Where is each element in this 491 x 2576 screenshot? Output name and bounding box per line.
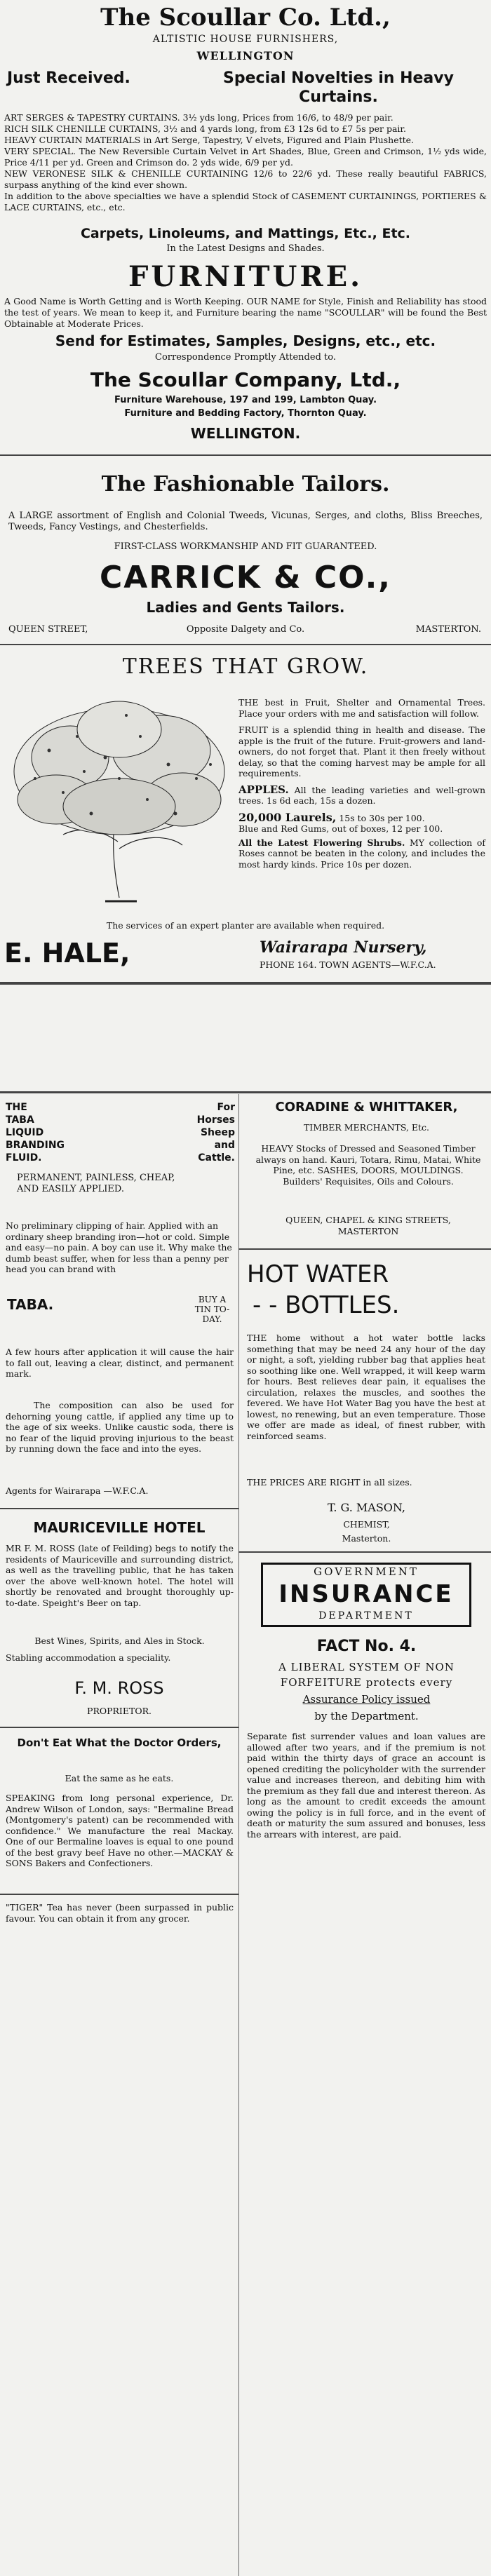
very-special: VERY SPECIAL. The New Reversible Curtain Velvet in Art Shades, Blue, Green and Crimson, 1½ yds wide, Price 4/11 per yd. Green and Crimson do. 2 yds wide, 6/9 per yd. <box>4 146 487 168</box>
hotwater-prices: THE PRICES ARE RIGHT in all sizes. <box>247 1477 412 1488</box>
tailors-body: A LARGE assortment of English and Colonial Tweeds, Vicunas, Serges, and cloths, Bliss Breeches, Tweeds, Fancy Vestings, and Chesterfields. <box>8 511 483 532</box>
scoullar-city: WELLINGTON <box>196 49 295 62</box>
trees-p1: THE best in Fruit, Shelter and Ornamental Trees. Place your orders with me and satisfaction will follow. <box>238 697 485 719</box>
blank-gap <box>0 987 491 1093</box>
hotwater-heading-1: HOT WATER <box>247 1260 389 1288</box>
tailors-workmanship: FIRST-CLASS WORKMANSHIP AND FIT GUARANTEED. <box>114 541 377 552</box>
send-for-estimates: Send for Estimates, Samples, Designs, etc., etc. <box>55 332 436 349</box>
coradine-sub: TIMBER MERCHANTS, Etc. <box>303 1122 430 1133</box>
taba-buy: BUY A TIN TO-DAY. <box>194 1295 230 1324</box>
carrick-sub: Ladies and Gents Tailors. <box>146 599 345 616</box>
taba-title <box>6 1101 83 1164</box>
rule <box>0 454 491 456</box>
mason-chemist: CHEMIST, <box>343 1519 390 1530</box>
coradine-address: QUEEN, CHAPEL & KING STREETS, MASTERTON <box>285 1215 451 1236</box>
taba-title-line: BRANDING <box>6 1140 65 1151</box>
bread-body: SPEAKING from long personal experience, Dr. Andrew Wilson of London, says: "Bermaline Bread (Montgomery's patent) can be recommended with confidence." We manufacture the real Mackay. One of our Bermaline loaves is equal to one pound of the best gravy beef Have no other.—MACKAY & SONS Bakers and Confectioners. <box>6 1793 234 1868</box>
apples-label: APPLES. <box>238 783 289 796</box>
scoullar-subtitle: ALTISTIC HOUSE FURNISHERS, <box>152 34 339 45</box>
scoullar-city2: WELLINGTON. <box>190 425 301 442</box>
carrick-opposite: Opposite Dalgety and Co. <box>186 624 305 635</box>
in-addition: In addition to the above specialties we have a splendid Stock of CASEMENT CURTAININGS, PORTIERES & LACE CURTAINS, etc., etc. <box>4 191 487 213</box>
bread-heading: Don't Eat What the Doctor Orders, <box>17 1737 222 1749</box>
just-received: Just Received. <box>7 69 130 87</box>
taba-title-line: TABA <box>6 1114 34 1126</box>
trees-body <box>238 697 485 870</box>
taba-permanent: PERMANENT, PAINLESS, CHEAP, AND EASILY APPLIED. <box>17 1173 175 1194</box>
hotwater-body: THE home without a hot water bottle lacks something that may be need 24 any hour of the day or night, a soft, yielding rubber bag that applies heat so soothing like one. Well wrapped, it will keep warm for hours. Best relieves dear pain, it equalises the circulation, relaxes the muscles, and soothes the fevered. We have Hot Water Bag you have the best at lowest, no renewing, but an even temperature. Those we offer are made as ideal, of finest rubber, with reinforced seams. <box>247 1333 485 1441</box>
insurance-word: INSURANCE <box>278 1580 454 1608</box>
taba-for-line: Sheep <box>200 1127 235 1138</box>
bread-sub: Eat the same as he eats. <box>65 1773 174 1783</box>
ross-name: F. M. ROSS <box>74 1678 164 1698</box>
warehouse: Furniture Warehouse, 197 and 199, Lambton Quay. <box>114 395 377 405</box>
rule <box>238 1551 491 1553</box>
hale-name: E. HALE, <box>4 938 130 969</box>
rule <box>0 1894 238 1895</box>
rule <box>238 1248 491 1250</box>
tailors-heading: The Fashionable Tailors. <box>101 472 390 497</box>
insurance-government: GOVERNMENT <box>314 1565 419 1578</box>
ross-proprietor: PROPRIETOR. <box>87 1706 152 1716</box>
trees-p2: FRUIT is a splendid thing in health and disease. The apple is the fruit of the future. Fruit-growers and land-owners, do not forget that. Plant it then freely without delay, so that the coming harvest may be ample for all requirements. <box>238 724 485 778</box>
curtain-list <box>4 112 487 213</box>
insurance-liberal: A LIBERAL SYSTEM OF NON <box>278 1661 455 1673</box>
heavy-curtain: HEAVY CURTAIN MATERIALS in Art Serge, Tapestry, V elvets, Figured and Plain Plushette. <box>4 135 415 145</box>
furniture-heading: FURNITURE. <box>128 260 363 293</box>
apples-rest: All the leading varieties and well-grown trees. 1s 6d each, 15s a dozen. <box>238 784 485 806</box>
taba-title-line: FLUID. <box>6 1152 42 1164</box>
insurance-department: DEPARTMENT <box>318 1610 414 1621</box>
correspondence: Correspondence Promptly Attended to. <box>155 352 336 363</box>
hale-phone: PHONE 164. TOWN AGENTS—W.F.C.A. <box>260 959 436 970</box>
carpets-heading: Carpets, Linoleums, and Mattings, Etc., Etc. <box>80 226 411 241</box>
special-novelties: Special Novelties in Heavy Curtains. <box>223 69 454 106</box>
rule <box>0 982 491 985</box>
mauriceville-heading: MAURICEVILLE HOTEL <box>33 1519 206 1536</box>
insurance-by: by the Department. <box>314 1710 419 1722</box>
tree-illustration-icon <box>7 694 231 905</box>
scoullar-company: The Scoullar Company, Ltd., <box>90 368 401 391</box>
mauriceville-body: MR F. M. ROSS (late of Feilding) begs to notify the residents of Mauriceville and surrounding district, as well as the travelling public, that he has taken over the above well-known hotel. The hotel will shortly be renovated and brought thoroughly up-to-date. Speight's Beer on tap. <box>6 1543 234 1608</box>
taba-body: No preliminary clipping of hair. Applied with an ordinary sheep branding iron—hot or cold. Simple and easy—no pain. A boy can use it. Why make the dumb beast suffer, when for less than a penny per head you can brand with <box>6 1220 232 1274</box>
taba-title-line: THE <box>6 1102 27 1113</box>
carrick-town: MASTERTON. <box>415 624 481 635</box>
blue-red-gums: Blue and Red Gums, out of boxes, 12 per 100. <box>238 823 443 834</box>
taba-name: TABA. <box>7 1296 54 1313</box>
carrick-firm: CARRICK & CO., <box>99 560 392 595</box>
insurance-assurance: Assurance Policy issued <box>302 1693 431 1706</box>
laurels-rest: 15s to 30s per 100. <box>339 812 425 823</box>
mason-name: T. G. MASON, <box>328 1501 405 1514</box>
latest-designs: In the Latest Designs and Shades. <box>166 243 325 254</box>
new-veronese: NEW VERONESE SILK & CHENILLE CURTAINING 12/6 to 22/6 yd. These really beautiful FABRICS, surpass anything of the kind ever shown. <box>4 168 487 190</box>
taba-few-hours: A few hours after application it will cause the hair to fall out, leaving a clear, distinct, and permanent mark. <box>6 1347 234 1379</box>
taba-for-line: Horses <box>196 1114 235 1126</box>
trees-heading: TREES THAT GROW. <box>122 654 369 679</box>
taba-composition: The composition can also be used for dehorning young cattle, if applied any time up to the age of six weeks. Unlike caustic soda, there is no fear of the liquid proving injurious to the beast by running down the face and into the eyes. <box>6 1400 234 1454</box>
latest-shrubs-rest: MY collection of Roses cannot be beaten in the colony, and includes the most hardy kinds. Price 10s per dozen. <box>238 837 485 870</box>
art-serges: ART SERGES & TAPESTRY CURTAINS. 3½ yds long, Prices from 16/6, to 48/9 per pair. <box>4 112 394 123</box>
taba-for-line: and <box>214 1140 235 1151</box>
coradine-heading: CORADINE & WHITTAKER, <box>275 1100 458 1114</box>
column-rule <box>238 1094 239 2576</box>
tiger-body: "TIGER" Tea has never (been surpassed in public favour. You can obtain it from any grocer. <box>6 1902 234 1924</box>
good-name: A Good Name is Worth Getting and is Worth Keeping. OUR NAME for Style, Finish and Reliability has stood the test of years. We mean to keep it, and Furniture bearing the name "SCOULLAR" will be found the Best Obtainable at Moderate Prices. <box>4 296 487 329</box>
latest-shrubs: All the Latest Flowering Shrubs. <box>238 837 405 848</box>
rule <box>0 1091 491 1093</box>
taba-title-line: LIQUID <box>6 1127 44 1138</box>
insurance-body: Separate fist surrender values and loan values are allowed after two years, and if the premium is not paid within the thirty days of grace an account is opened crediting the policyholder with the surrender value and increases thereon, and debiting him with the premium as they fall due and interest thereon. As long as the amount to credit exceeds the amount owing the policy is in full force, and in the event of death or maturity the sum assured and bonuses, less the arrears with interest, are paid. <box>247 1731 485 1840</box>
rule <box>0 1727 238 1728</box>
rule <box>0 644 491 645</box>
taba-for <box>175 1101 235 1164</box>
hotwater-heading-2: - - BOTTLES. <box>253 1291 400 1319</box>
mauriceville-stabling: Stabling accommodation a speciality. <box>6 1652 171 1663</box>
insurance-forfeiture: FORFEITURE protects every <box>280 1676 453 1689</box>
rich-silk: RICH SILK CHENILLE CURTAINS, 3½ and 4 yards long, from £3 12s 6d to £7 5s per pair. <box>4 123 406 134</box>
coradine-body: HEAVY Stocks of Dressed and Seasoned Timber always on hand. Kauri, Totara, Rimu, Matai, White Pine, etc. SASHES, DOORS, MOULDINGS. Builders' Requisites, Oils and Colours. <box>255 1143 481 1187</box>
carrick-street: QUEEN STREET, <box>8 624 88 635</box>
wairarapa-nursery: Wairarapa Nursery, <box>260 938 427 957</box>
laurels-label: 20,000 Laurels, <box>238 810 337 824</box>
mauriceville-wines: Best Wines, Spirits, and Ales in Stock. <box>34 1636 205 1646</box>
taba-for-line: For <box>217 1102 235 1113</box>
taba-agents: Agents for Wairarapa —W.F.C.A. <box>6 1485 149 1496</box>
mason-town: Masterton. <box>342 1533 391 1544</box>
expert-planter: The services of an expert planter are available when required. <box>106 920 385 931</box>
factories: Furniture and Bedding Factory, Thornton Quay. <box>124 408 367 419</box>
taba-for-line: Cattle. <box>198 1152 235 1164</box>
rule <box>0 1508 238 1509</box>
insurance-fact: FACT No. 4. <box>316 1638 417 1655</box>
scoullar-title: The Scoullar Co. Ltd., <box>100 4 391 32</box>
